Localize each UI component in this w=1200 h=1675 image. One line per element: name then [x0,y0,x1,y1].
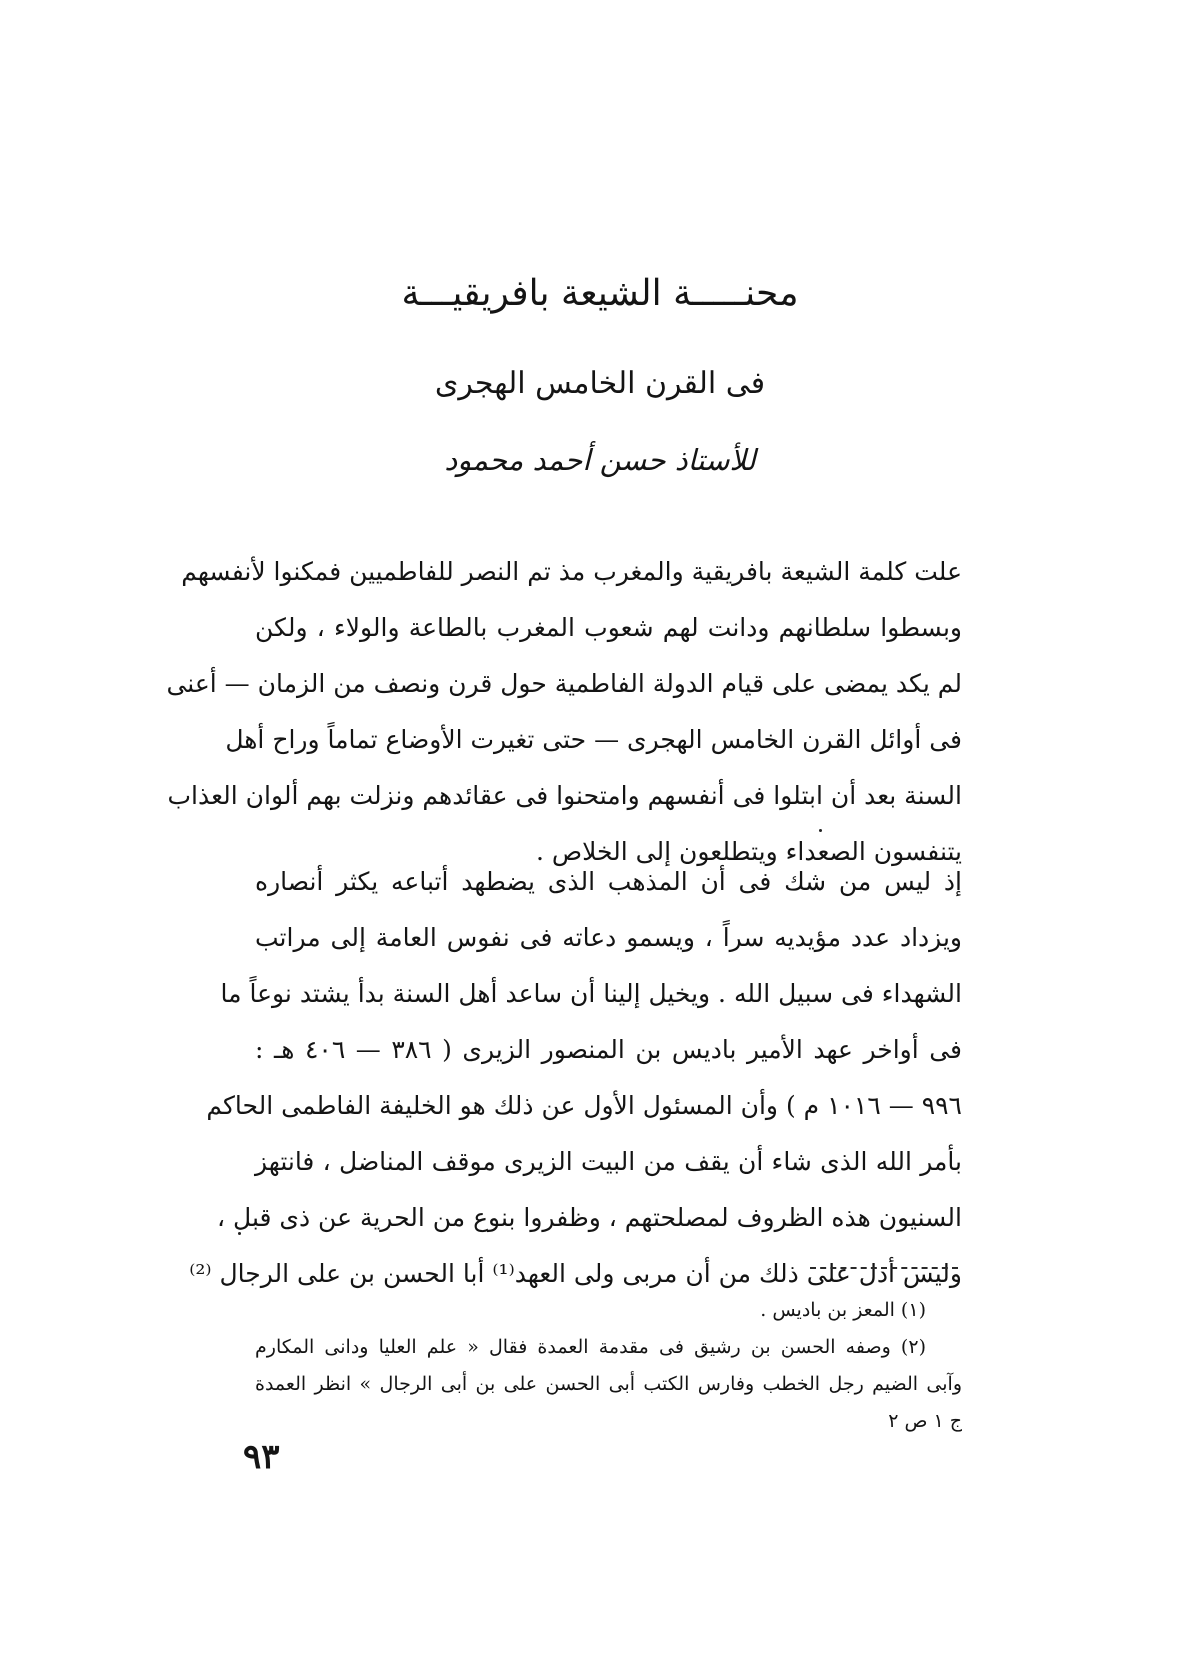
text-line: يتنفسون الصعداء ويتطلعون إلى الخلاص . [535,837,962,866]
paragraph-1 [166,544,962,880]
article-title: محنـــــة الشيعة بافريقيـــة [401,273,799,314]
text-line: الشهداء فى سبيل الله . ويخيل إلينا أن ساعد أهل السنة بدأ يشتد نوعاً ما [220,979,962,1008]
text-line: السنيون هذه الظروف لمصلحتهم ، وظفروا بنوع من الحرية عن ذى قبل ، [217,1203,962,1232]
text-line: فى أوائل القرن الخامس الهجرى — حتى تغيرت الأوضاع تماماً وراح أهل [225,725,962,754]
text-line: لم يكد يمضى على قيام الدولة الفاطمية حول قرن ونصف من الزمان — أعنى [166,669,962,698]
text-line: علت كلمة الشيعة بافريقية والمغرب مذ تم النصر للفاطميين فمكنوا لأنفسهم [181,557,962,586]
paragraph-2 [189,854,962,1302]
scan-speck [238,1232,241,1235]
text-line: ٩٩٦ — ١٠١٦ م ) وأن المسئول الأول عن ذلك هو الخليفة الفاطمى الحاكم [206,1091,962,1120]
text-line: ويزداد عدد مؤيديه سراً ، ويسمو دعاته فى نفوس العامة إلى مراتب [255,923,962,952]
footnote-1: (١) المعز بن باديس . [760,1299,926,1321]
text-line: فى أواخر عهد الأمير باديس بن المنصور الزيرى ( ٣٨٦ — ٤٠٦ هـ : [255,1035,962,1064]
text-line: وليس أدل على ذلك من أن مربى ولى العهد⁽¹⁾ أبا الحسن بن على الرجال ⁽²⁾ [189,1259,962,1288]
text-line: السنة بعد أن ابتلوا فى أنفسهم وامتحنوا فى عقائدهم ونزلت بهم ألوان العذاب [167,781,962,810]
footnote-2-continued: وآبى الضيم رجل الخطب وفارس الكتب أبى الحسن على بن أبى الرجال » انظر العمدة [255,1373,962,1395]
footnote-2-reference: ج ١ ص ٢ [888,1410,962,1432]
page-number: ٩٣ [243,1437,280,1477]
article-author: للأستاذ حسن أحمد محمود [444,443,756,477]
article-subtitle: فى القرن الخامس الهجرى [434,366,766,401]
text-line: بأمر الله الذى شاء أن يقف من البيت الزيرى موقف المناضل ، فانتهز [255,1147,962,1176]
footnotes [255,1292,962,1440]
scan-speck [819,829,822,832]
text-line: وبسطوا سلطانهم ودانت لهم شعوب المغرب بالطاعة والولاء ، ولكن [255,613,962,642]
text-line: إذ ليس من شك فى أن المذهب الذى يضطهد أتباعه يكثر أنصاره [255,867,962,896]
footnote-2: (٢) وصفه الحسن بن رشيق فى مقدمة العمدة فقال « علم العليا ودانى المكارم [255,1336,926,1358]
footnote-divider [810,1267,958,1269]
